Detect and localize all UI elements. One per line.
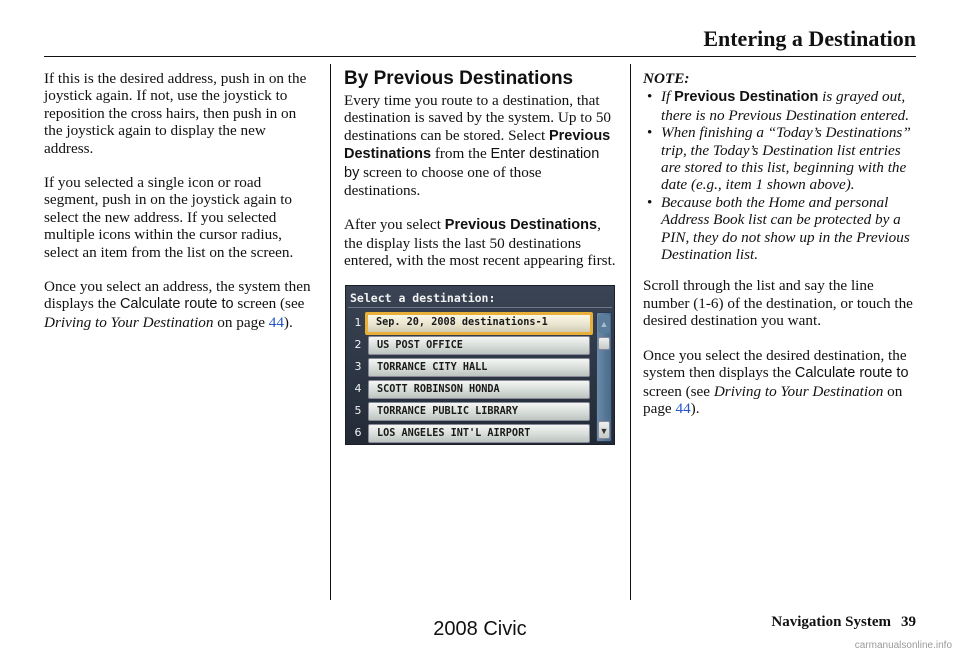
destination-item[interactable]: Sep. 20, 2008 destinations-1	[365, 312, 593, 335]
text-run: screen (see	[233, 295, 305, 313]
page-number: 39	[901, 614, 916, 630]
column-divider-2	[630, 64, 631, 600]
button-name-previous-destination: Previous Destination	[674, 89, 819, 106]
text-run: from the	[431, 145, 491, 163]
text-run: ).	[283, 313, 293, 331]
screen-name-enter-destination-by: Enter destination by	[344, 146, 600, 181]
paragraph-calculate-route	[44, 278, 316, 331]
destination-item[interactable]: US POST OFFICE	[368, 336, 590, 355]
note-item: • When finishing a “Today’s Destinations” trip, the Today’s Destination list entries are stored to this list, beginning with the date (e.g., item 1 shown above).	[643, 124, 915, 194]
destination-item[interactable]: SCOTT ROBINSON HONDA	[368, 380, 590, 399]
text-run: on page	[213, 313, 269, 331]
navigation-screen	[345, 285, 615, 445]
column-divider-1	[330, 64, 331, 600]
note-item: • Because both the Home and personal Address Book list can be protected by a PIN, they do not show up in the Previous Destination list.	[643, 194, 915, 264]
section-heading: By Previous Destinations	[344, 68, 574, 89]
button-name-previous-destinations: Previous Destinations	[344, 127, 611, 163]
paragraph-previous-destinations	[344, 92, 616, 199]
row-number: 2	[354, 338, 362, 351]
screen-divider	[348, 307, 612, 308]
text-run: If	[661, 88, 675, 106]
text-run: Once you select an address, the system then displays the	[44, 278, 311, 313]
text-run: is grayed out, there is no Previous Destination entered.	[661, 88, 910, 124]
row-number: 3	[354, 360, 362, 373]
row-number: 1	[354, 316, 362, 329]
paragraph-calculate-route	[643, 347, 915, 418]
column-2	[344, 70, 616, 287]
column-1	[44, 70, 316, 348]
paragraph-select-icon: If you selected a single icon or road segment, push in on the joystick again to select the new address. If you selected multiple icons within the cursor radius, select an item from the list on the screen.	[44, 174, 294, 261]
watermark: carmanualsonline.info	[854, 640, 952, 651]
screen-name-calculate-route: Calculate route to	[794, 365, 909, 382]
text-run: on page	[643, 382, 903, 417]
row-number: 5	[354, 404, 362, 417]
row-number: 6	[354, 426, 362, 439]
button-name-previous-destinations: Previous Destinations	[444, 217, 598, 234]
screen-title: Select a destination:	[350, 291, 496, 305]
footer-model: 2008 Civic	[433, 618, 527, 640]
column-3	[643, 70, 915, 434]
scroll-thumb[interactable]	[598, 337, 610, 350]
header-rule	[44, 56, 916, 57]
page-title: Entering a Destination	[703, 26, 916, 51]
paragraph-display-list	[344, 216, 616, 269]
note-item	[643, 88, 915, 124]
row-number: 4	[354, 382, 362, 395]
text-run: Once you select the desired destination, the system then displays the	[643, 346, 907, 382]
note-list	[643, 88, 915, 263]
paragraph-scroll-list: Scroll through the list and say the line number (1-6) of the destination, or touch the desired destination you want.	[643, 277, 913, 330]
note-heading: NOTE:	[643, 70, 690, 87]
scroll-up-icon[interactable]: ▲	[598, 315, 610, 333]
text-run: After you select	[344, 216, 445, 234]
page-link[interactable]: 44	[675, 399, 691, 417]
destination-item[interactable]: TORRANCE PUBLIC LIBRARY	[368, 402, 590, 421]
destination-item[interactable]: TORRANCE CITY HALL	[368, 358, 590, 377]
scrollbar[interactable]	[596, 312, 612, 442]
text-run: screen (see	[643, 382, 714, 400]
scroll-down-icon[interactable]: ▼	[598, 421, 610, 439]
reference-driving-to-destination: Driving to Your Destination	[44, 313, 214, 331]
text-run: , the display lists the last 50 destinations entered, with the most recent appearing first.	[344, 216, 616, 270]
reference-driving-to-destination: Driving to Your Destination	[713, 382, 884, 400]
paragraph-confirm-address: If this is the desired address, push in on the joystick again. If not, use the joystick to reposition the cross hairs, then push in on the joystick again to display the new address.	[44, 70, 307, 157]
page-link[interactable]: 44	[268, 313, 284, 331]
footer-section: Navigation System	[771, 614, 891, 630]
text-run: Every time you route to a destination, that destination is saved by the system. Up to 50 destinations can be stored. Select	[344, 92, 612, 144]
destination-item[interactable]: LOS ANGELES INT'L AIRPORT	[368, 424, 590, 443]
screen-name-calculate-route: Calculate route to	[119, 296, 234, 313]
text-run: screen to choose one of those destinations.	[344, 163, 542, 200]
text-run: ).	[690, 399, 700, 417]
